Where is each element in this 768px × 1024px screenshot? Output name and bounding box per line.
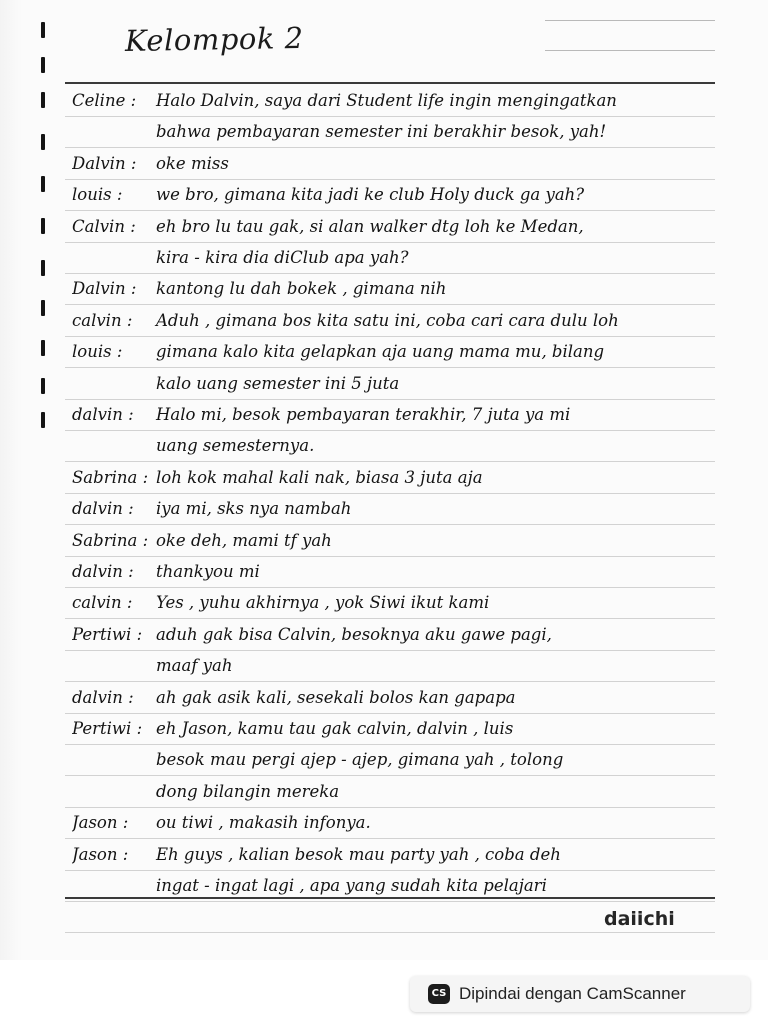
speaker-name: Celine : — [72, 91, 137, 110]
ruled-line — [65, 932, 715, 933]
dialogue-line — [72, 431, 712, 461]
dialogue-line — [72, 714, 712, 744]
dialogue-text: iya mi, sks nya nambah — [156, 499, 352, 518]
dialogue-text: loh kok mahal kali nak, biasa 3 juta aja — [156, 468, 483, 487]
ruled-line — [65, 367, 715, 368]
page-title: Kelompok 2 — [124, 20, 304, 58]
dialogue-text: bahwa pembayaran semester ini berakhir besok, yah! — [156, 122, 607, 141]
ruled-line — [65, 210, 715, 211]
dialogue-text: oke deh, mami tf yah — [156, 531, 332, 550]
speaker-name: Jason : — [72, 813, 129, 832]
speaker-name: Pertiwi : — [72, 719, 143, 738]
dialogue-line — [72, 86, 712, 116]
dialogue-line — [72, 588, 712, 618]
dialogue-text: Eh guys , kalian besok mau party yah , coba deh — [156, 845, 561, 864]
notebook-brand-logo: daiichi — [604, 908, 675, 930]
dialogue-text: oke miss — [156, 154, 229, 173]
speaker-name: Sabrina : — [72, 531, 149, 550]
dialogue-text: uang semesternya. — [156, 436, 315, 455]
dialogue-text: eh bro lu tau gak, si alan walker dtg loh ke Medan, — [156, 217, 584, 236]
dialogue-text: ah gak asik kali, sesekali bolos kan gapapa — [156, 688, 516, 707]
speaker-name: Dalvin : — [72, 279, 137, 298]
dialogue-text: kira - kira dia diClub apa yah? — [156, 248, 409, 267]
dialogue-line — [72, 840, 712, 870]
dialogue-line — [72, 369, 712, 399]
dialogue-text: aduh gak bisa Calvin, besoknya aku gawe pagi, — [156, 625, 552, 644]
speaker-name: dalvin : — [72, 562, 134, 581]
speaker-name: Dalvin : — [72, 154, 137, 173]
dialogue-line — [72, 777, 712, 807]
camscanner-watermark — [410, 976, 750, 1012]
dialogue-line — [72, 651, 712, 681]
ruled-line — [65, 147, 715, 148]
dialogue-text: Halo mi, besok pembayaran terakhir, 7 juta ya mi — [156, 405, 571, 424]
dialogue-text: Aduh , gimana bos kita satu ini, coba cari cara dulu loh — [156, 311, 619, 330]
dialogue-line — [72, 620, 712, 650]
dialogue-text: gimana kalo kita gelapkan aja uang mama mu, bilang — [156, 342, 605, 361]
dialogue-line — [72, 180, 712, 210]
dialogue-line — [72, 494, 712, 524]
dialogue-line — [72, 526, 712, 556]
dialogue-text: we bro, gimana kita jadi ke club Holy duck ga yah? — [156, 185, 585, 204]
dialogue-text: kantong lu dah bokek , gimana nih — [156, 279, 447, 298]
dialogue-text: eh Jason, kamu tau gak calvin, dalvin , luis — [156, 719, 514, 738]
dialogue-line — [72, 808, 712, 838]
dialogue-text: Halo Dalvin, saya dari Student life ingin mengingatkan — [156, 91, 617, 110]
dialogue-line — [72, 400, 712, 430]
speaker-name: Sabrina : — [72, 468, 149, 487]
dialogue-line — [72, 306, 712, 336]
dialogue-line — [72, 337, 712, 367]
dialogue-text: maaf yah — [156, 656, 233, 675]
dialogue-line — [72, 557, 712, 587]
speaker-name: dalvin : — [72, 688, 134, 707]
dialogue-line — [72, 463, 712, 493]
dialogue-text: besok mau pergi ajep - ajep, gimana yah , tolong — [156, 750, 564, 769]
dialogue-line — [72, 243, 712, 273]
speaker-name: dalvin : — [72, 405, 134, 424]
dialogue-line — [72, 274, 712, 304]
ruled-line — [65, 838, 715, 839]
camscanner-logo-icon: CS — [428, 984, 450, 1004]
speaker-name: louis : — [72, 342, 123, 361]
speaker-name: dalvin : — [72, 499, 134, 518]
dialogue-text: ou tiwi , makasih infonya. — [156, 813, 371, 832]
speaker-name: calvin : — [72, 311, 133, 330]
dialogue-line — [72, 212, 712, 242]
dialogue-line — [72, 683, 712, 713]
dialogue-text: kalo uang semester ini 5 juta — [156, 374, 400, 393]
speaker-name: Calvin : — [72, 217, 136, 236]
footer-rule — [65, 897, 715, 899]
speaker-name: Pertiwi : — [72, 625, 143, 644]
dialogue-text: thankyou mi — [156, 562, 260, 581]
dialogue-line — [72, 149, 712, 179]
ruled-line — [65, 304, 715, 305]
ruled-line — [65, 681, 715, 682]
speaker-name: Jason : — [72, 845, 129, 864]
speaker-name: calvin : — [72, 593, 133, 612]
dialogue-text: Yes , yuhu akhirnya , yok Siwi ikut kami — [156, 593, 490, 612]
dialogue-text: ingat - ingat lagi , apa yang sudah kita pelajari — [156, 876, 547, 895]
ruled-line — [65, 901, 715, 902]
speaker-name: louis : — [72, 185, 123, 204]
ruled-line — [65, 775, 715, 776]
dialogue-line — [72, 117, 712, 147]
dialogue-line — [72, 745, 712, 775]
dialogue-text: dong bilangin mereka — [156, 782, 340, 801]
ruled-line — [65, 461, 715, 462]
watermark-text: Dipindai dengan CamScanner — [459, 984, 686, 1003]
ruled-line — [65, 618, 715, 619]
ruled-line — [65, 524, 715, 525]
